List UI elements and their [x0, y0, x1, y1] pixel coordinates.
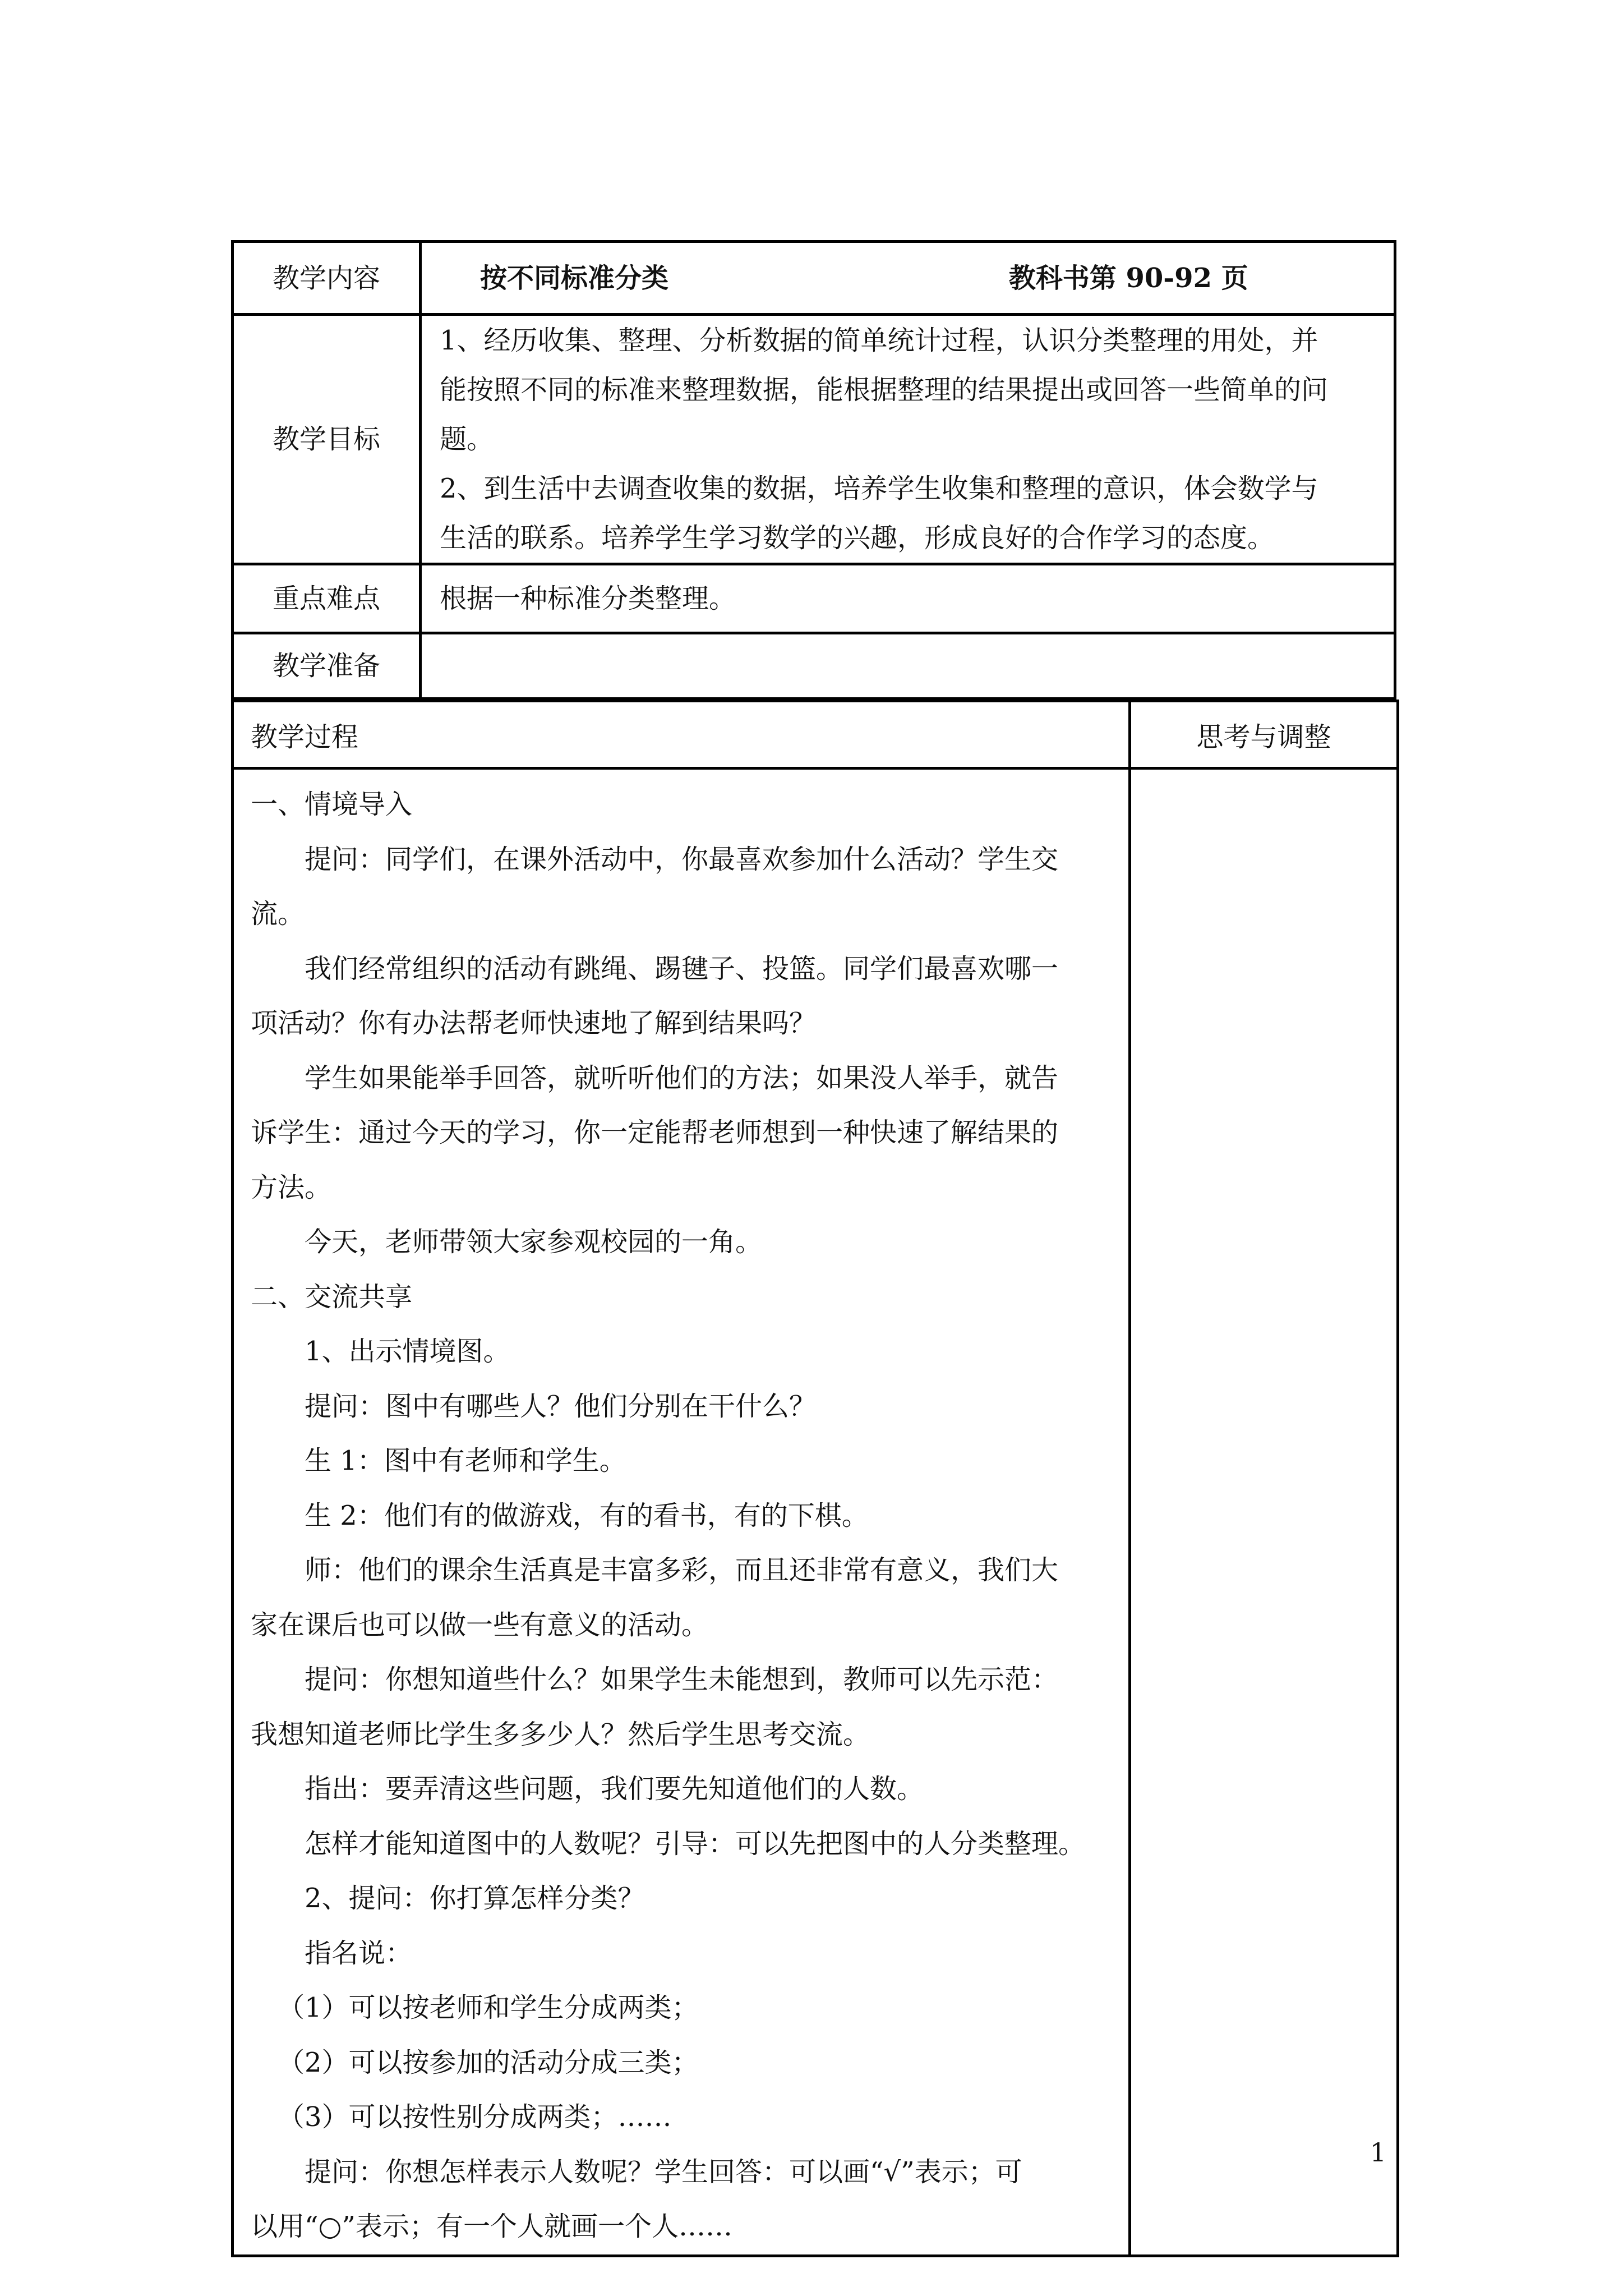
- process-line: 指名说：: [305, 1937, 413, 1969]
- reflect-cell: [1130, 769, 1398, 2256]
- process-line: 一、情境导入: [251, 789, 413, 820]
- preparation-row: [233, 633, 1395, 699]
- process-line: （2）可以按参加的活动分成三类；: [278, 2046, 699, 2078]
- process-line: 提问：同学们，在课外活动中，你最喜欢参加什么活动？学生交: [305, 843, 1059, 875]
- key-points-row: [233, 564, 1395, 633]
- goal-line: 2、到生活中去调查收集的数据，培养学生收集和整理的意识，体会数学与: [440, 473, 1318, 504]
- goal-line: 生活的联系。培养学生学习数学的兴趣，形成良好的合作学习的态度。: [440, 522, 1275, 554]
- process-header-row: [233, 701, 1398, 769]
- process-line: 生 2：他们有的做游戏，有的看书，有的下棋。: [305, 1499, 869, 1531]
- content-cell: [421, 242, 1395, 315]
- goals-row: [233, 315, 1395, 564]
- goal-line: 1、经历收集、整理、分析数据的简单统计过程，认识分类整理的用处，并: [440, 325, 1318, 356]
- process-line: 指出：要弄清这些问题，我们要先知道他们的人数。: [305, 1773, 924, 1805]
- process-line: 我想知道老师比学生多多少人？然后学生思考交流。: [251, 1718, 870, 1750]
- process-line: 二、交流共享: [251, 1281, 413, 1313]
- process-line: 提问：你想怎样表示人数呢？学生回答：可以画“√”表示；可: [305, 2156, 1022, 2188]
- process-label: 教学过程: [233, 701, 1130, 769]
- process-line: 怎样才能知道图中的人数呢？引导：可以先把图中的人分类整理。: [305, 1828, 1086, 1860]
- process-line: 以用“○”表示；有一个人就画一个人……: [251, 2211, 732, 2242]
- goal-line: 能按照不同的标准来整理数据，能根据整理的结果提出或回答一些简单的问: [440, 374, 1329, 406]
- process-line: 家在课后也可以做一些有意义的活动。: [251, 1609, 709, 1641]
- process-line: 2、提问：你打算怎样分类？: [305, 1883, 645, 1914]
- process-lines: [234, 770, 1128, 2254]
- content-label: 教学内容: [233, 242, 421, 315]
- process-table: [231, 700, 1399, 2257]
- lesson-title: 按不同标准分类: [480, 262, 669, 294]
- content-row: [233, 242, 1395, 315]
- goals-label: 教学目标: [233, 315, 421, 564]
- process-line: 学生如果能举手回答，就听听他们的方法；如果没人举手，就告: [305, 1062, 1059, 1094]
- process-line: 项活动？你有办法帮老师快速地了解到结果吗？: [251, 1007, 817, 1039]
- process-line: （3）可以按性别分成两类；……: [278, 2101, 672, 2133]
- process-line: 提问：图中有哪些人？他们分别在干什么？: [305, 1390, 817, 1422]
- textbook-reference: 教科书第 90-92 页: [1008, 262, 1248, 294]
- process-body-row: [233, 769, 1398, 2256]
- lesson-info-table: [231, 240, 1396, 700]
- process-line: 诉学生：通过今天的学习，你一定能帮老师想到一种快速了解结果的: [251, 1117, 1059, 1148]
- preparation-value: [421, 633, 1395, 699]
- process-line: （1）可以按老师和学生分成两类；: [278, 1992, 699, 2023]
- process-content-cell: [233, 769, 1130, 2256]
- process-line: 师：他们的课余生活真是丰富多彩，而且还非常有意义，我们大: [305, 1554, 1059, 1586]
- process-line: 流。: [251, 898, 305, 930]
- goals-cell: [421, 315, 1395, 564]
- process-line: 我们经常组织的活动有跳绳、踢毽子、投篮。同学们最喜欢哪一: [305, 953, 1059, 984]
- process-line: 1、出示情境图。: [305, 1336, 510, 1367]
- reflect-label: 思考与调整: [1130, 701, 1398, 769]
- key-points-label: 重点难点: [233, 564, 421, 633]
- key-points-value: 根据一种标准分类整理。: [421, 564, 1395, 633]
- goal-line: 题。: [440, 424, 494, 455]
- process-line: 方法。: [251, 1171, 332, 1203]
- process-line: 今天，老师带领大家参观校园的一角。: [305, 1226, 763, 1258]
- preparation-label: 教学准备: [233, 633, 421, 699]
- process-line: 提问：你想知道些什么？如果学生未能想到，教师可以先示范：: [305, 1664, 1059, 1695]
- process-line: 生 1：图中有老师和学生。: [305, 1445, 626, 1476]
- page-number: 1: [1370, 2137, 1386, 2168]
